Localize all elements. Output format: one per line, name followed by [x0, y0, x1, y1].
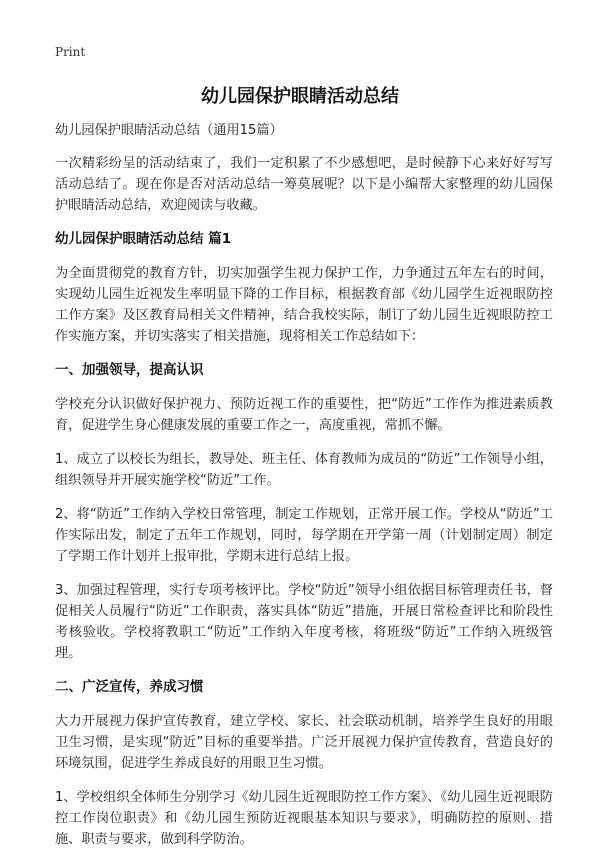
- page-title: 幼儿园保护眼睛活动总结: [201, 86, 399, 107]
- list-item-4: 1、学校组织全体师生分别学习《幼儿园生近视眼防控工作方案》、《幼儿园生近视眼防控工作岗位职责》和《幼儿园生预防近视眼基本知识与要求》，明确防控的原则、措施、职责与要求，做到科学防治。: [55, 790, 553, 847]
- heading-2: 二、广泛宣传，养成习惯: [55, 679, 204, 695]
- paragraph-2: 学校充分认识做好保护视力、预防近视工作的重要性，把“防近”工作作为推进素质教育，促进学生身心健康发展的重要工作之一，高度重视，常抓不懈。: [55, 397, 553, 433]
- article-body: [55, 120, 553, 863]
- intro-paragraph: 一次精彩纷呈的活动结束了，我们一定积累了不少感想吧，是时候静下心来好好写写活动总结了。现在你是否对活动总结一筹莫展呢？以下是小编帮大家整理的幼儿园保护眼睛活动总结，欢迎阅读与收藏。: [55, 156, 553, 213]
- list-item-2: 2、将“防近”工作纳入学校日常管理，制定工作规划，正常开展工作。学校从“防近”工作实际出发，制定了五年工作规划，同时，每学期在开学第一周（计划制定周）制定了学期工作计划并上报审批，学期末进行总结上报。: [55, 507, 553, 564]
- list-item-1: 1、成立了以校长为组长，教导处、班主任、体育教师为成员的“防近”工作领导小组，组织领导并开展实施学校“防近”工作。: [55, 452, 553, 488]
- heading-1: 一、加强领导，提高认识: [55, 362, 204, 378]
- paragraph-1: 为全面贯彻党的教育方针，切实加强学生视力保护工作，力争通过五年左右的时间，实现幼儿园生近视发生率明显下降的工作目标，根据教育部《幼儿园学生近视眼防控工作方案》及区教育局相关文件精神，结合我校实际，制订了幼儿园生近视眼防控工作实施方案，并切实落实了相关措施，现将相关工作总结如下：: [55, 266, 553, 344]
- print-link[interactable]: Print: [55, 45, 86, 59]
- list-item-3: 3、加强过程管理，实行专项考核评比。学校“防近”领导小组依据目标管理责任书，督促相关人员履行“防近”工作职责，落实具体“防近”措施，开展日常检查评比和阶段性考核验收。学校将教职工“防近”工作纳入年度考核，将班级“防近”工作纳入班级管理。: [55, 583, 553, 661]
- article-subtitle: 幼儿园保护眼睛活动总结（通用15篇）: [55, 123, 283, 138]
- section-title: 幼儿园保护眼睛活动总结 篇1: [55, 231, 232, 247]
- paragraph-3: 大力开展视力保护宣传教育，建立学校、家长、社会联动机制，培养学生良好的用眼卫生习惯，是实现“防近”目标的重要举措。广泛开展视力保护宣传教育，营造良好的环境氛围，促进学生养成良好的用眼卫生习惯。: [55, 714, 553, 771]
